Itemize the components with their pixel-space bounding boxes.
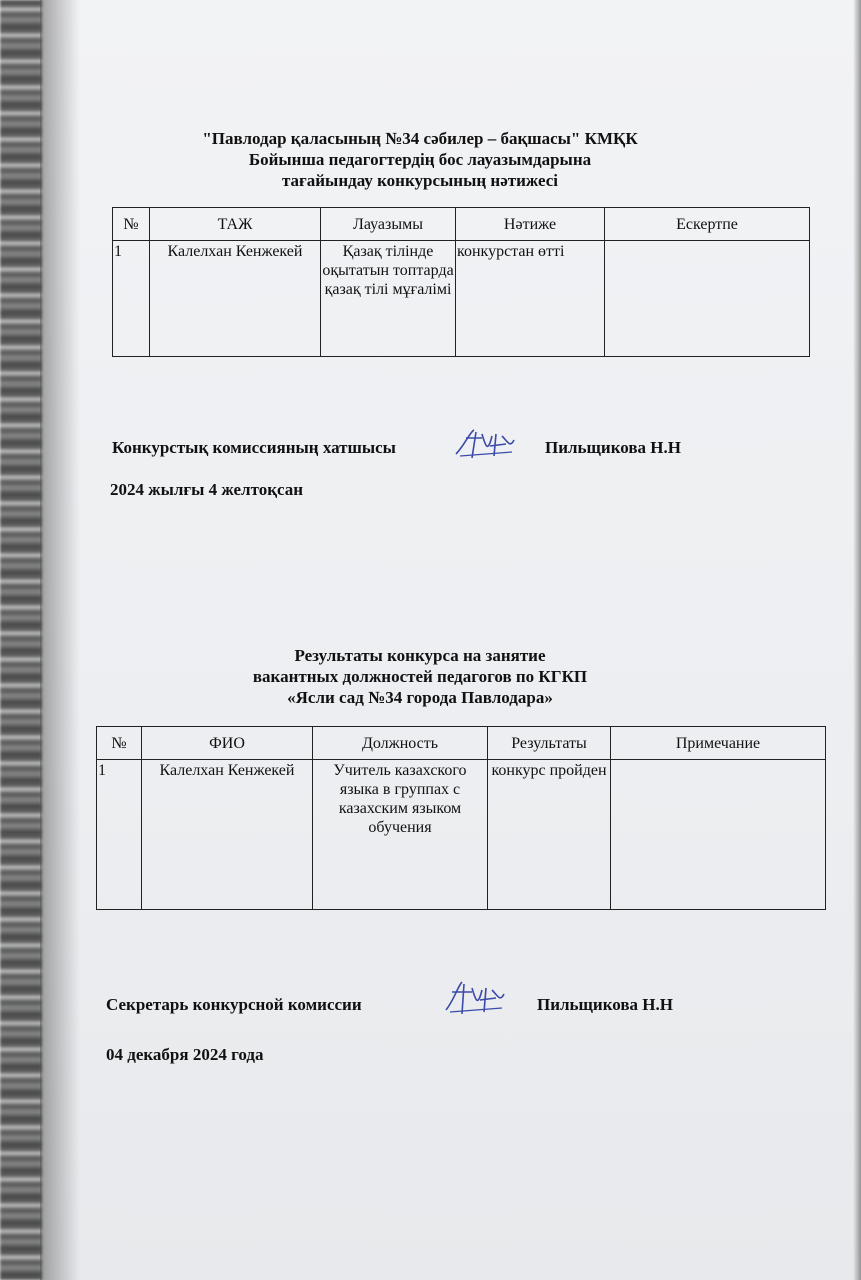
kz-cell-position: Қазақ тілінде оқытатын топтарда қазақ тілі мұғалімі [321,241,456,357]
kz-date: 2024 жылғы 4 желтоқсан [110,480,304,499]
kz-header-num: № [113,208,150,241]
kz-header-name: ТАЖ [150,208,321,241]
table-row [113,241,810,357]
kz-title-line-1: "Павлодар қаласының №34 сәбилер – бақшасы" КМҚК [202,129,638,148]
scan-edge-shadow [0,0,42,1280]
ru-header-name: ФИО [142,727,313,760]
ru-title [120,645,720,708]
ru-secretary-name: Пильщикова Н.Н [537,995,673,1014]
ru-cell-result: конкурс пройден [488,760,611,910]
kz-header-result: Нәтиже [456,208,605,241]
ru-title-line-3: «Ясли сад №34 города Павлодара» [287,688,553,707]
ru-header-num: № [97,727,142,760]
ru-cell-position: Учитель казахского языка в группах с казахским языком обучения [313,760,488,910]
ru-header-note: Примечание [611,727,826,760]
kz-table-header-row [113,208,810,241]
kz-secretary-label: Конкурстық комиссияның хатшысы [112,438,396,457]
kz-secretary-name: Пильщикова Н.Н [545,438,681,457]
table-row [97,760,826,910]
scan-right-edge [853,0,861,1280]
kz-cell-name: Калелхан Кенжекей [150,241,321,357]
kz-header-note: Ескертпе [605,208,810,241]
ru-header-result: Результаты [488,727,611,760]
kz-header-position: Лауазымы [321,208,456,241]
ru-header-position: Должность [313,727,488,760]
kz-title-line-3: тағайындау конкурсының нәтижесі [281,171,559,190]
kz-cell-num: 1 [113,241,150,357]
ru-results-table [96,726,826,910]
ru-table-header-row [97,727,826,760]
ru-title-line-2: вакантных должностей педагогов по КГКП [252,667,588,686]
ru-cell-name: Калелхан Кенжекей [142,760,313,910]
ru-cell-num: 1 [97,760,142,910]
kz-signature-image [452,424,522,464]
kz-results-table [112,207,810,357]
ru-signature-image [440,976,510,1020]
ru-secretary-label: Секретарь конкурсной комиссии [106,995,362,1014]
kz-title-line-2: Бойынша педагогтердің бос лауазымдарына [248,150,592,169]
ru-cell-note [611,760,826,910]
kz-cell-result: конкурстан өтті [456,241,605,357]
kz-title [120,128,720,191]
ru-title-line-1: Результаты конкурса на занятие [294,646,546,665]
scan-edge-gradient [40,0,80,1280]
kz-cell-note [605,241,810,357]
ru-date: 04 декабря 2024 года [106,1045,264,1064]
